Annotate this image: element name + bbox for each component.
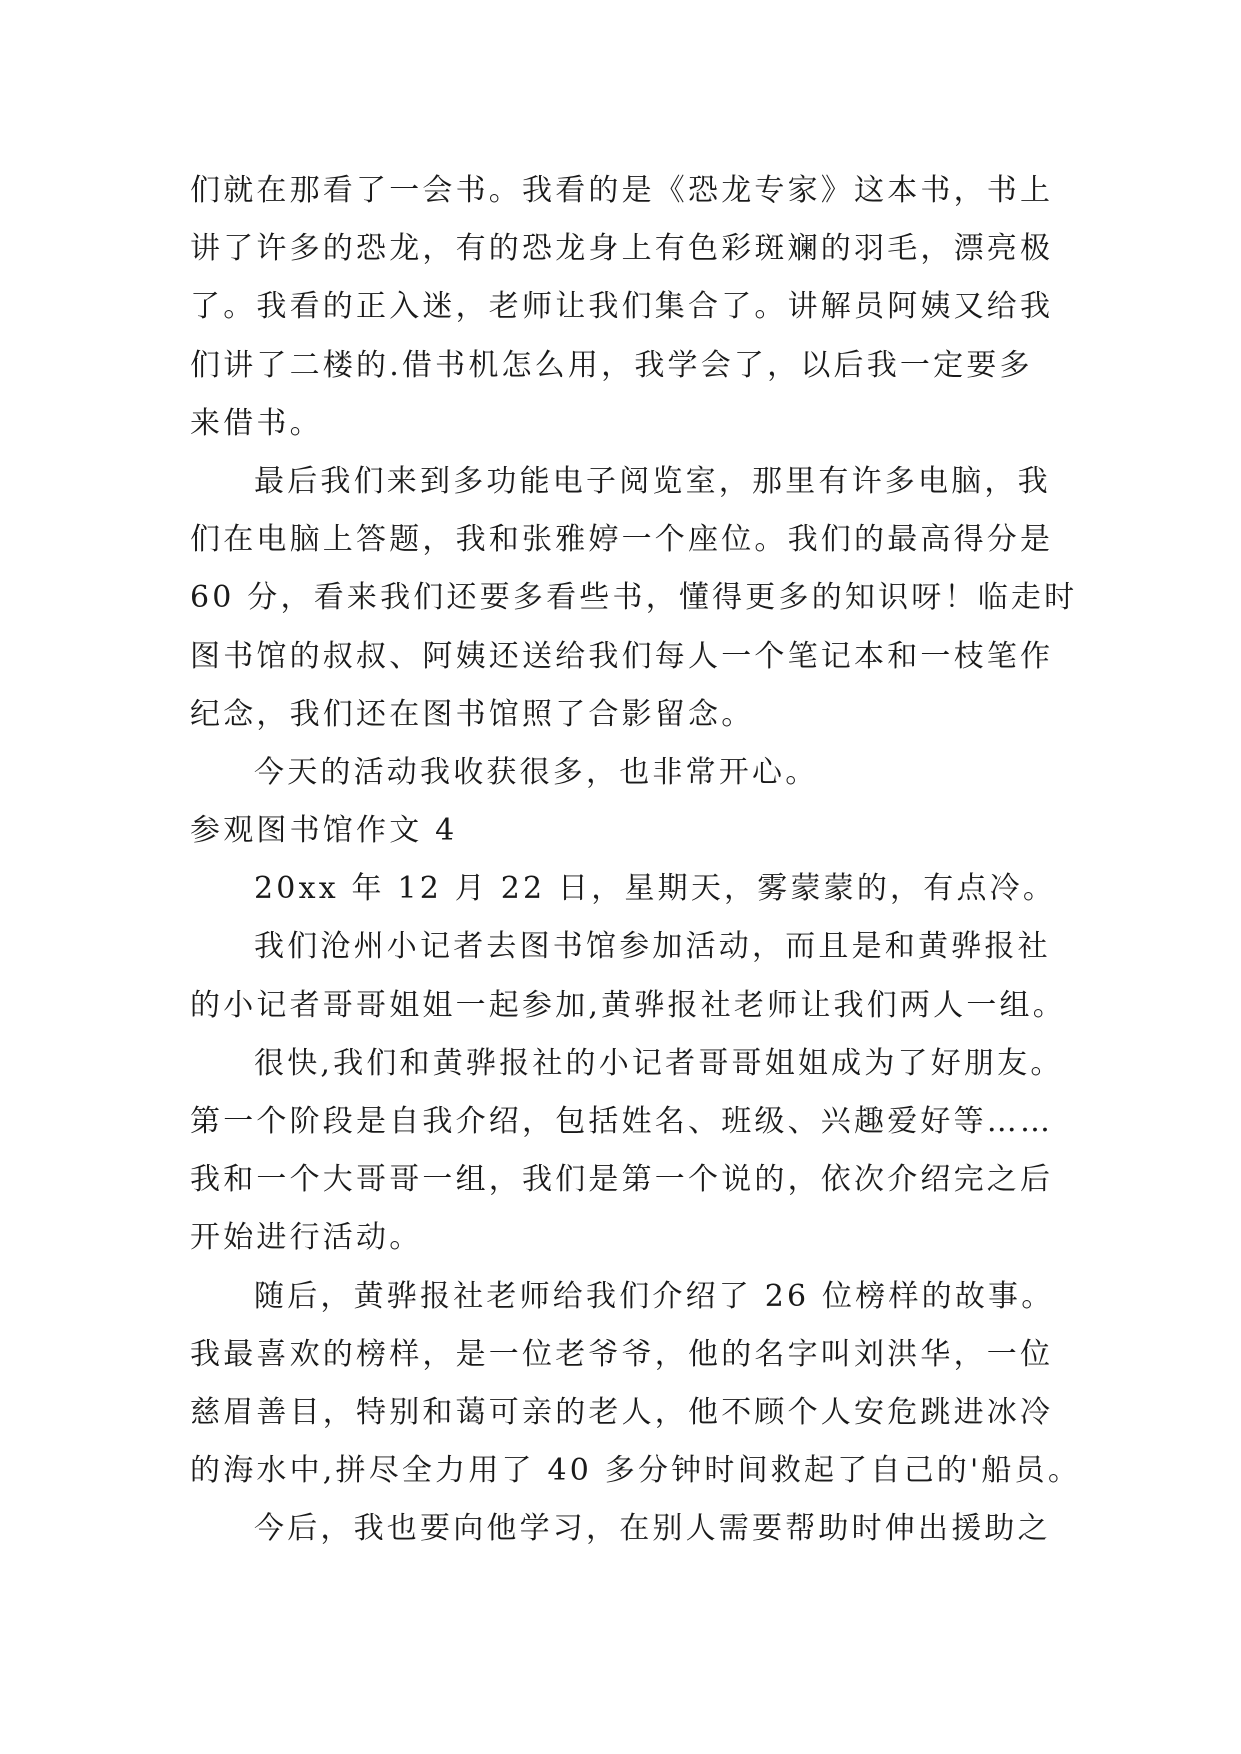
text-line: 我们沧州小记者去图书馆参加活动，而且是和黄骅报社 xyxy=(254,929,1051,965)
text-line: 很快,我们和黄骅报社的小记者哥哥姐姐成为了好朋友。 xyxy=(254,1045,1064,1081)
text-line: 第一个阶段是自我介绍，包括姓名、班级、兴趣爱好等…… xyxy=(190,1104,1054,1139)
text-line: 了。我看的正入迷，老师让我们集合了。讲解员阿姨又给我 xyxy=(190,289,1054,325)
text-line: 讲了许多的恐龙，有的恐龙身上有色彩斑斓的羽毛，漂亮极 xyxy=(190,231,1054,267)
text-line: 们讲了二楼的.借书机怎么用，我学会了，以后我一定要多 xyxy=(190,347,1033,383)
document-body xyxy=(190,162,1082,1559)
section-heading: 参观图书馆作文 4 xyxy=(190,813,458,849)
text-line: 图书馆的叔叔、阿姨还送给我们每人一个笔记本和一枝笔作 xyxy=(190,638,1054,674)
text-line: 我最喜欢的榜样，是一位老爷爷，他的名字叫刘洪华，一位 xyxy=(190,1336,1054,1372)
text-line: 的小记者哥哥姐姐一起参加,黄骅报社老师让我们两人一组。 xyxy=(190,987,1066,1023)
text-line: 纪念，我们还在图书馆照了合影留念。 xyxy=(190,696,755,732)
text-line: 我和一个大哥哥一组，我们是第一个说的，依次介绍完之后 xyxy=(190,1162,1054,1198)
text-line: 的海水中,拼尽全力用了 40 多分钟时间救起了自己的'船员。 xyxy=(190,1453,1082,1489)
text-line: 今天的活动我收获很多，也非常开心。 xyxy=(254,754,819,790)
text-line: 们就在那看了一会书。我看的是《恐龙专家》这本书，书上 xyxy=(190,173,1054,208)
text-line: 们在电脑上答题，我和张雅婷一个座位。我们的最高得分是 xyxy=(190,522,1054,558)
text-line: 来借书。 xyxy=(190,405,323,441)
text-line: 随后，黄骅报社老师给我们介绍了 26 位榜样的故事。 xyxy=(254,1278,1055,1314)
text-line: 今后，我也要向他学习，在别人需要帮助时伸出援助之 xyxy=(254,1511,1051,1547)
text-line: 最后我们来到多功能电子阅览室，那里有许多电脑，我 xyxy=(254,463,1051,499)
text-line: 慈眉善目，特别和蔼可亲的老人，他不顾个人安危跳进冰冷 xyxy=(190,1394,1054,1430)
text-line: 60 分，看来我们还要多看些书，懂得更多的知识呀！临走时 xyxy=(190,580,1078,616)
text-line: 20xx 年 12 月 22 日，星期天，雾蒙蒙的，有点冷。 xyxy=(254,871,1057,907)
text-line: 开始进行活动。 xyxy=(190,1220,423,1256)
